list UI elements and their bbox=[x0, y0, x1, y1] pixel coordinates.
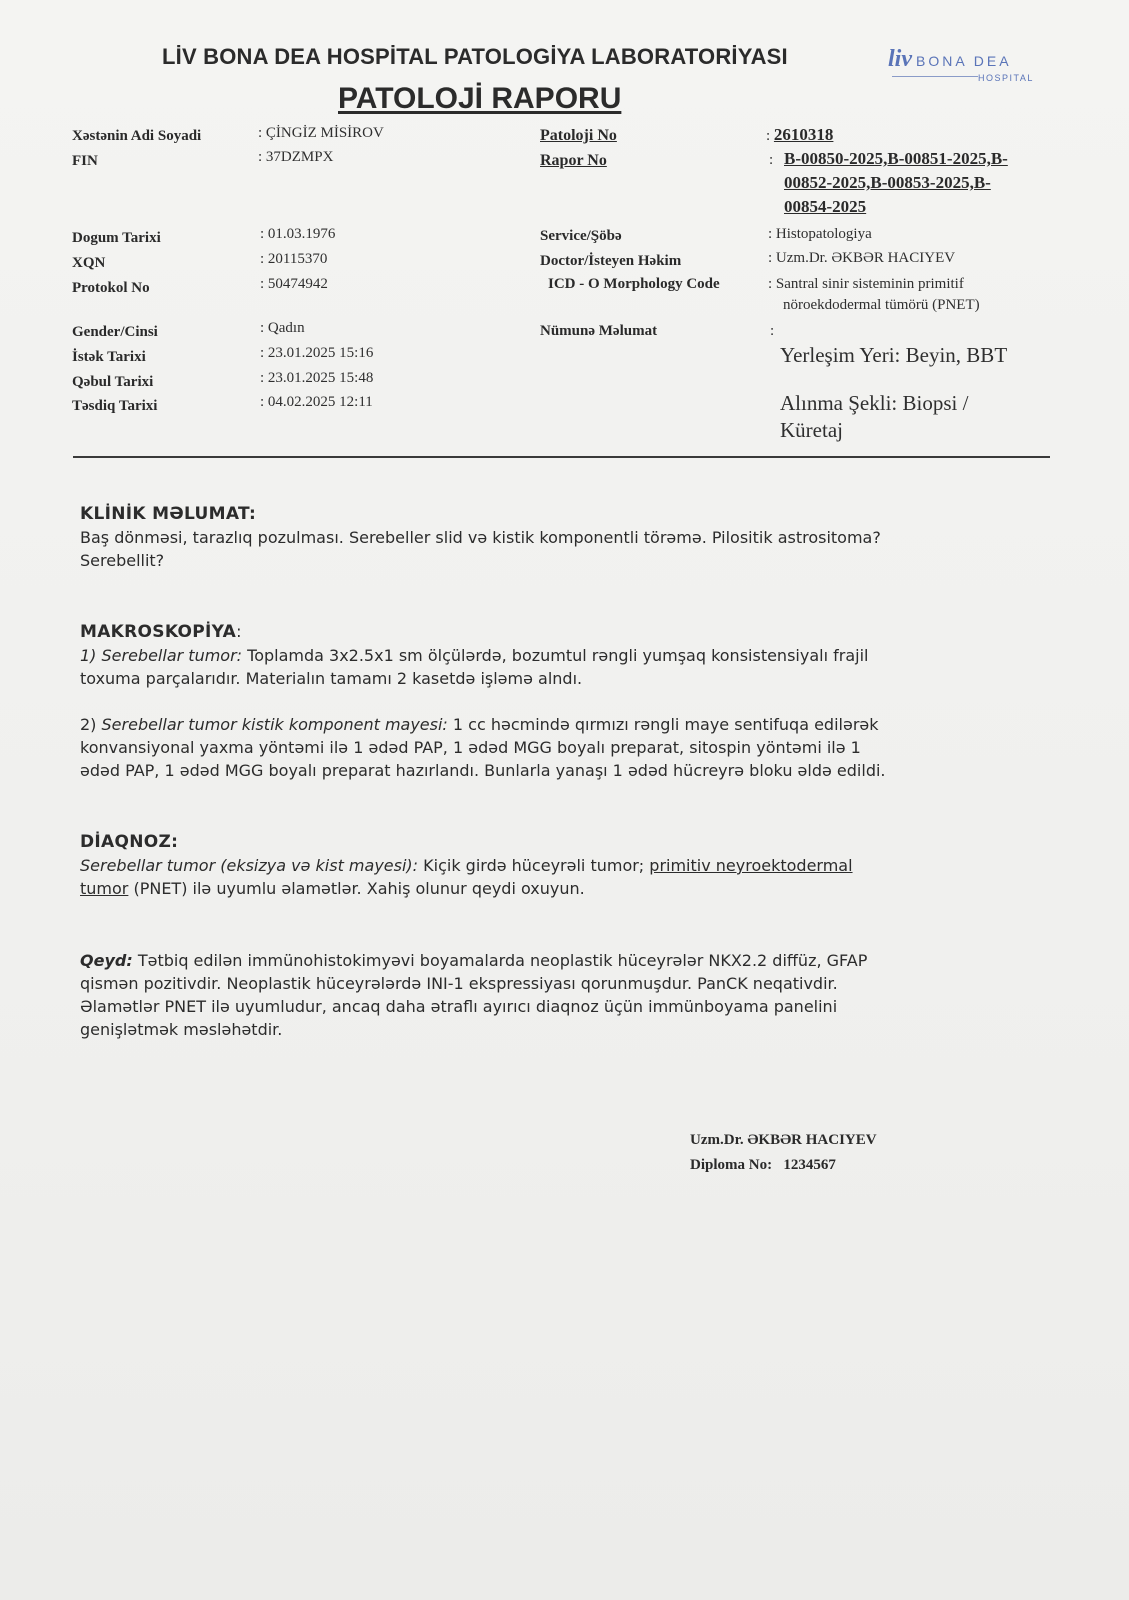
macro-p1-text: Toplamda 3x2.5x1 sm ölçülərdə, bozumtul rəngli yumşaq konsistensiyalı frajil bbox=[242, 646, 869, 665]
macro-p2-line-2: konvansiyonal yaxma yöntəmi ilə 1 ədəd PAP, 1 ədəd MGG boyalı preparat, sitospin yöntəmi ilə 1 bbox=[80, 738, 861, 757]
logo-divider bbox=[892, 76, 978, 77]
doctor-label: Doctor/İsteyen Həkim bbox=[540, 253, 682, 269]
sample-method-line-1: Alınma Şekli: Biopsi / bbox=[780, 391, 969, 415]
note-line-4: genişlətmək məsləhətdir. bbox=[80, 1020, 283, 1039]
diagnosis-underlined-1: primitiv neyroektodermal bbox=[649, 856, 853, 875]
rapor-no-line-1: B-00850-2025,B-00851-2025,B- bbox=[784, 149, 1008, 168]
icd-line-1: : Santral sinir sisteminin primitif bbox=[768, 276, 964, 292]
hospital-logo bbox=[888, 46, 1012, 73]
sample-method-line-2: Küretaj bbox=[780, 418, 843, 442]
diagnosis-section bbox=[80, 831, 853, 900]
note-section bbox=[80, 949, 867, 1041]
macro-heading: MAKROSKOPİYA bbox=[80, 622, 237, 642]
note-label: Qeyd: bbox=[80, 951, 133, 970]
dob-label: Dogum Tarixi bbox=[72, 230, 161, 246]
request-date-label: İstək Tarixi bbox=[72, 349, 146, 365]
clinical-heading: KLİNİK MƏLUMAT: bbox=[80, 504, 257, 524]
note-line-1: Tətbiq edilən immünohistokimyəvi boyamalarda neoplastik hüceyrələr NKX2.2 diffüz, GFAP bbox=[132, 951, 868, 970]
diagnosis-heading: DİAQNOZ: bbox=[80, 832, 179, 852]
macro-p1-label: 1) Serebellar tumor: bbox=[80, 646, 243, 665]
accept-date-label: Qəbul Tarixi bbox=[72, 374, 154, 390]
patology-no-label: Patoloji No bbox=[540, 127, 617, 144]
approve-date-label: Təsdiq Tarixi bbox=[72, 398, 158, 414]
macro-p1-line-2: toxuma parçalarıdır. Materialın tamamı 2 kasetdə işləmə alndı. bbox=[80, 669, 583, 688]
clinical-line-1: Baş dönməsi, tarazlıq pozulması. Serebeller slid və kistik komponentli törəmə. Pilositik astrositoma? bbox=[80, 528, 881, 547]
fin-label: FIN bbox=[72, 153, 98, 169]
dob-value: : 01.03.1976 bbox=[260, 226, 336, 242]
patient-name-label: Xəstənin Adi Soyadi bbox=[72, 128, 202, 144]
rapor-no-line-2: 00852-2025,B-00853-2025,B- bbox=[784, 173, 991, 192]
diploma-value: 1234567 bbox=[783, 1157, 836, 1173]
service-label: Service/Şöbə bbox=[540, 228, 622, 244]
signature-diploma bbox=[690, 1157, 836, 1174]
request-date-value: : 23.01.2025 15:16 bbox=[260, 345, 374, 361]
gender-label: Gender/Cinsi bbox=[72, 324, 158, 340]
sample-location: Yerleşim Yeri: Beyin, BBT bbox=[780, 343, 1008, 367]
accept-date-value: : 23.01.2025 15:48 bbox=[260, 370, 374, 386]
icd-label: ICD - O Morphology Code bbox=[548, 276, 720, 292]
macro-heading-colon: : bbox=[236, 622, 242, 641]
service-value: : Histopatologiya bbox=[768, 226, 872, 242]
gender-value: : Qadın bbox=[260, 320, 305, 336]
patient-name-value: : ÇİNGİZ MİSİROV bbox=[258, 125, 384, 141]
macro-p2-text: 1 cc həcmində qırmızı rəngli maye sentifuqa edilərək bbox=[447, 715, 879, 734]
clinical-section bbox=[80, 503, 881, 572]
macro-p2-label: Serebellar tumor kistik komponent mayesi: bbox=[101, 715, 448, 734]
macro-p2-line-3: ədəd PAP, 1 ədəd MGG boyalı preparat hazırlandı. Bunlarla yanaşı 1 ədəd hücreyrə bloku əldə edildi. bbox=[80, 761, 886, 780]
clinical-line-2: Serebellit? bbox=[80, 551, 165, 570]
rapor-no-label: Rapor No bbox=[540, 152, 607, 169]
report-title: PATOLOJİ RAPORU bbox=[338, 82, 622, 115]
doctor-value: : Uzm.Dr. ƏKBƏR HACIYEV bbox=[768, 250, 956, 266]
macro-section bbox=[80, 620, 886, 782]
sample-colon: : bbox=[770, 323, 775, 339]
patology-no-value: 2610318 bbox=[773, 125, 834, 144]
macro-p2-prefix: 2) bbox=[80, 715, 102, 734]
protocol-value: : 50474942 bbox=[260, 276, 328, 292]
patology-no-colon: : bbox=[766, 128, 774, 144]
header-divider bbox=[73, 456, 1050, 458]
icd-line-2: nöroekdodermal tümörü (PNET) bbox=[783, 297, 980, 313]
logo-hospital-text: HOSPITAL bbox=[978, 73, 1034, 83]
sample-label: Nümunə Məlumat bbox=[540, 323, 658, 339]
note-line-3: Əlamətlər PNET ilə uyumludur, ancaq daha ətraflı ayırıcı diaqnoz üçün immünboyama panelini bbox=[80, 997, 838, 1016]
rapor-no-colon: : bbox=[769, 152, 774, 168]
logo-liv-text: liv bbox=[888, 46, 912, 72]
diagnosis-text-1: Kiçik girdə hüceyrəli tumor; bbox=[418, 856, 650, 875]
hospital-title: LİV BONA DEA HOSPİTAL PATOLOGİYA LABORATORİYASI bbox=[162, 44, 788, 69]
diploma-label: Diploma No: bbox=[690, 1157, 773, 1173]
diagnosis-label: Serebellar tumor (eksizya və kist mayesi): bbox=[80, 856, 419, 875]
approve-date-value: : 04.02.2025 12:11 bbox=[260, 394, 373, 410]
diagnosis-text-2: (PNET) ilə uyumlu əlamətlər. Xahiş olunur qeydi oxuyun. bbox=[128, 879, 585, 898]
protocol-label: Protokol No bbox=[72, 280, 150, 296]
note-line-2: qismən pozitivdir. Neoplastik hüceyrələrdə INI-1 ekspressiyası qorunmuşdur. PanCK neqativdir. bbox=[80, 974, 838, 993]
xqn-label: XQN bbox=[72, 255, 106, 271]
xqn-value: : 20115370 bbox=[260, 251, 328, 267]
rapor-no-line-3: 00854-2025 bbox=[784, 197, 867, 216]
logo-bona-dea-text: BONA DEA bbox=[916, 53, 1012, 69]
signature-doctor: Uzm.Dr. ƏKBƏR HACIYEV bbox=[690, 1132, 877, 1148]
diagnosis-underlined-2: tumor bbox=[80, 879, 129, 898]
fin-value: : 37DZMPX bbox=[258, 149, 334, 165]
patology-no bbox=[766, 125, 833, 145]
